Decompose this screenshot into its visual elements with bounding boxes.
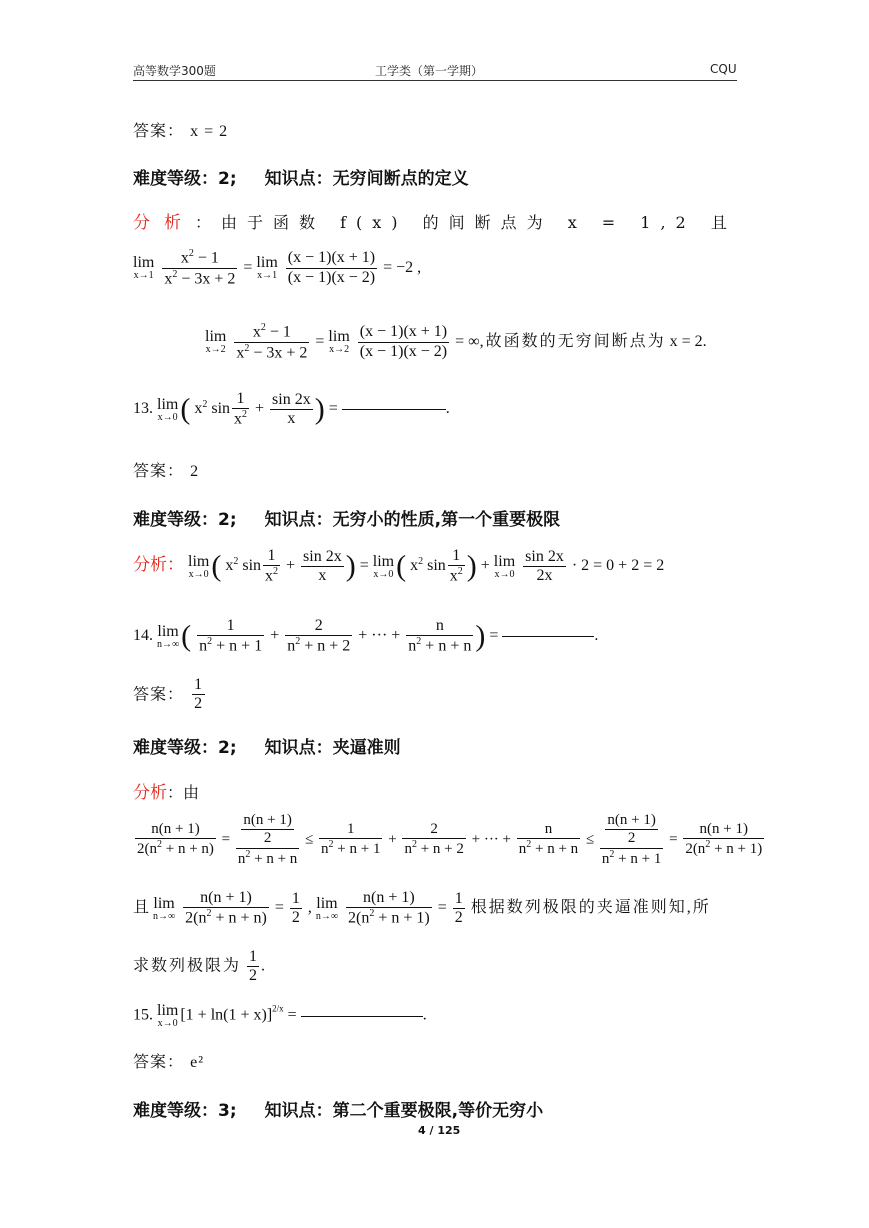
answer-13: 答案： 2 xyxy=(133,461,200,480)
difficulty-13: 难度等级：2; 知识点：无穷小的性质,第一个重要极限 xyxy=(133,510,561,530)
answer-15: 答案： e² xyxy=(133,1052,205,1071)
problem-14: 14. lim n→∞ ( $\frac{1}{n^2 + n + 1}$ + $\frac{2}{n^2 + n + 2}$ + ··· + $\frac{n}{n^2 + n + n}$ ) = . xyxy=(133,617,599,655)
blank-14[interactable] xyxy=(502,636,594,637)
problem-13: 13. lim x→0 ( $x^2$ sin $\frac{1}{x^2}$ + $\frac{\sin 2x}{x}$ ) = . xyxy=(133,390,450,428)
limit-x-to-2: lim x→2 $\frac{x^2 - 1}{x^2 - 3x + 2}$ = lim x→2 $\frac{(x - 1)(x + 1)}{(x - 1)(x - 2)}$ = ∞,故函数的无穷间断点为 x = 2. xyxy=(205,322,707,362)
difficulty-12: 难度等级：2; 知识点：无穷间断点的定义 xyxy=(133,169,469,189)
analysis-14-intro: 分析：由 xyxy=(133,783,200,803)
analysis-12-intro: 分析：由于函数 f(x) 的间断点为 x = 1,2 且 xyxy=(133,213,737,233)
blank-13[interactable] xyxy=(342,409,446,410)
problem-15: 15. lim x→0 $[1 + \ln(1 + x)]^{2/x}$ = . xyxy=(133,1002,427,1029)
header-divider xyxy=(133,80,737,81)
header-left: 高等数学300题 xyxy=(133,64,216,78)
blank-15[interactable] xyxy=(301,1016,423,1017)
page-number: 4 / 125 xyxy=(418,1124,461,1137)
squeeze-inequality: $\frac{n(n + 1)}{2(n^2 + n + n)}$ = $\frac{\frac{n(n + 1)}{2}}{n^2 + n + n}$ ≤ $\frac{1}{n^2 + n + 1}$ + $\frac{2}{n^2 + n + 2}$ + ··· + $\frac{n}{n^2 + n + n}$ ≤ $\frac{\frac{n(n + 1)}{2}}{n^2 + n + 1}$ = $\frac{n(n + 1)}{2(n^2 + n + 1)}$ xyxy=(137,812,763,867)
analysis-14-result: 求数列极限为 $\frac{1}{2}$ . xyxy=(133,948,266,985)
header-center: 工学类（第一学期） xyxy=(375,64,484,78)
squeeze-limits: 且 lim n→∞ $\frac{n(n + 1)}{2(n^2 + n + n)}$ = $\frac{1}{2}$ , lim n→∞ $\frac{n(n + 1)}{2(n^2 + n + 1)}$ = $\frac{1}{2}$ 根据数列极限的夹逼准则知,所 xyxy=(133,889,711,927)
difficulty-15: 难度等级：3; 知识点：第二个重要极限,等价无穷小 xyxy=(133,1101,544,1121)
difficulty-14: 难度等级：2; 知识点：夹逼准则 xyxy=(133,738,401,758)
limit-x-to-1: lim x→1 $\frac{x^2 - 1}{x^2 - 3x + 2}$ = lim x→1 $\frac{(x - 1)(x + 1)}{(x - 1)(x - 2)}$ = −2 , xyxy=(133,248,422,288)
analysis-13: 分析： lim x→0 ( $x^2$ sin $\frac{1}{x^2}$ + $\frac{\sin 2x}{x}$ ) = lim x→0 ( $x^2$ sin $\frac{1}{x^2}$ ) + lim x→0 $\frac{\sin 2x}{2x}$ · 2 = 0 + 2 = 2 xyxy=(133,547,665,585)
header-right: CQU xyxy=(710,62,737,76)
answer-14: 答案： $\frac{1}{2}$ xyxy=(133,676,204,713)
answer-12: 答案： x = 2 xyxy=(133,121,229,140)
